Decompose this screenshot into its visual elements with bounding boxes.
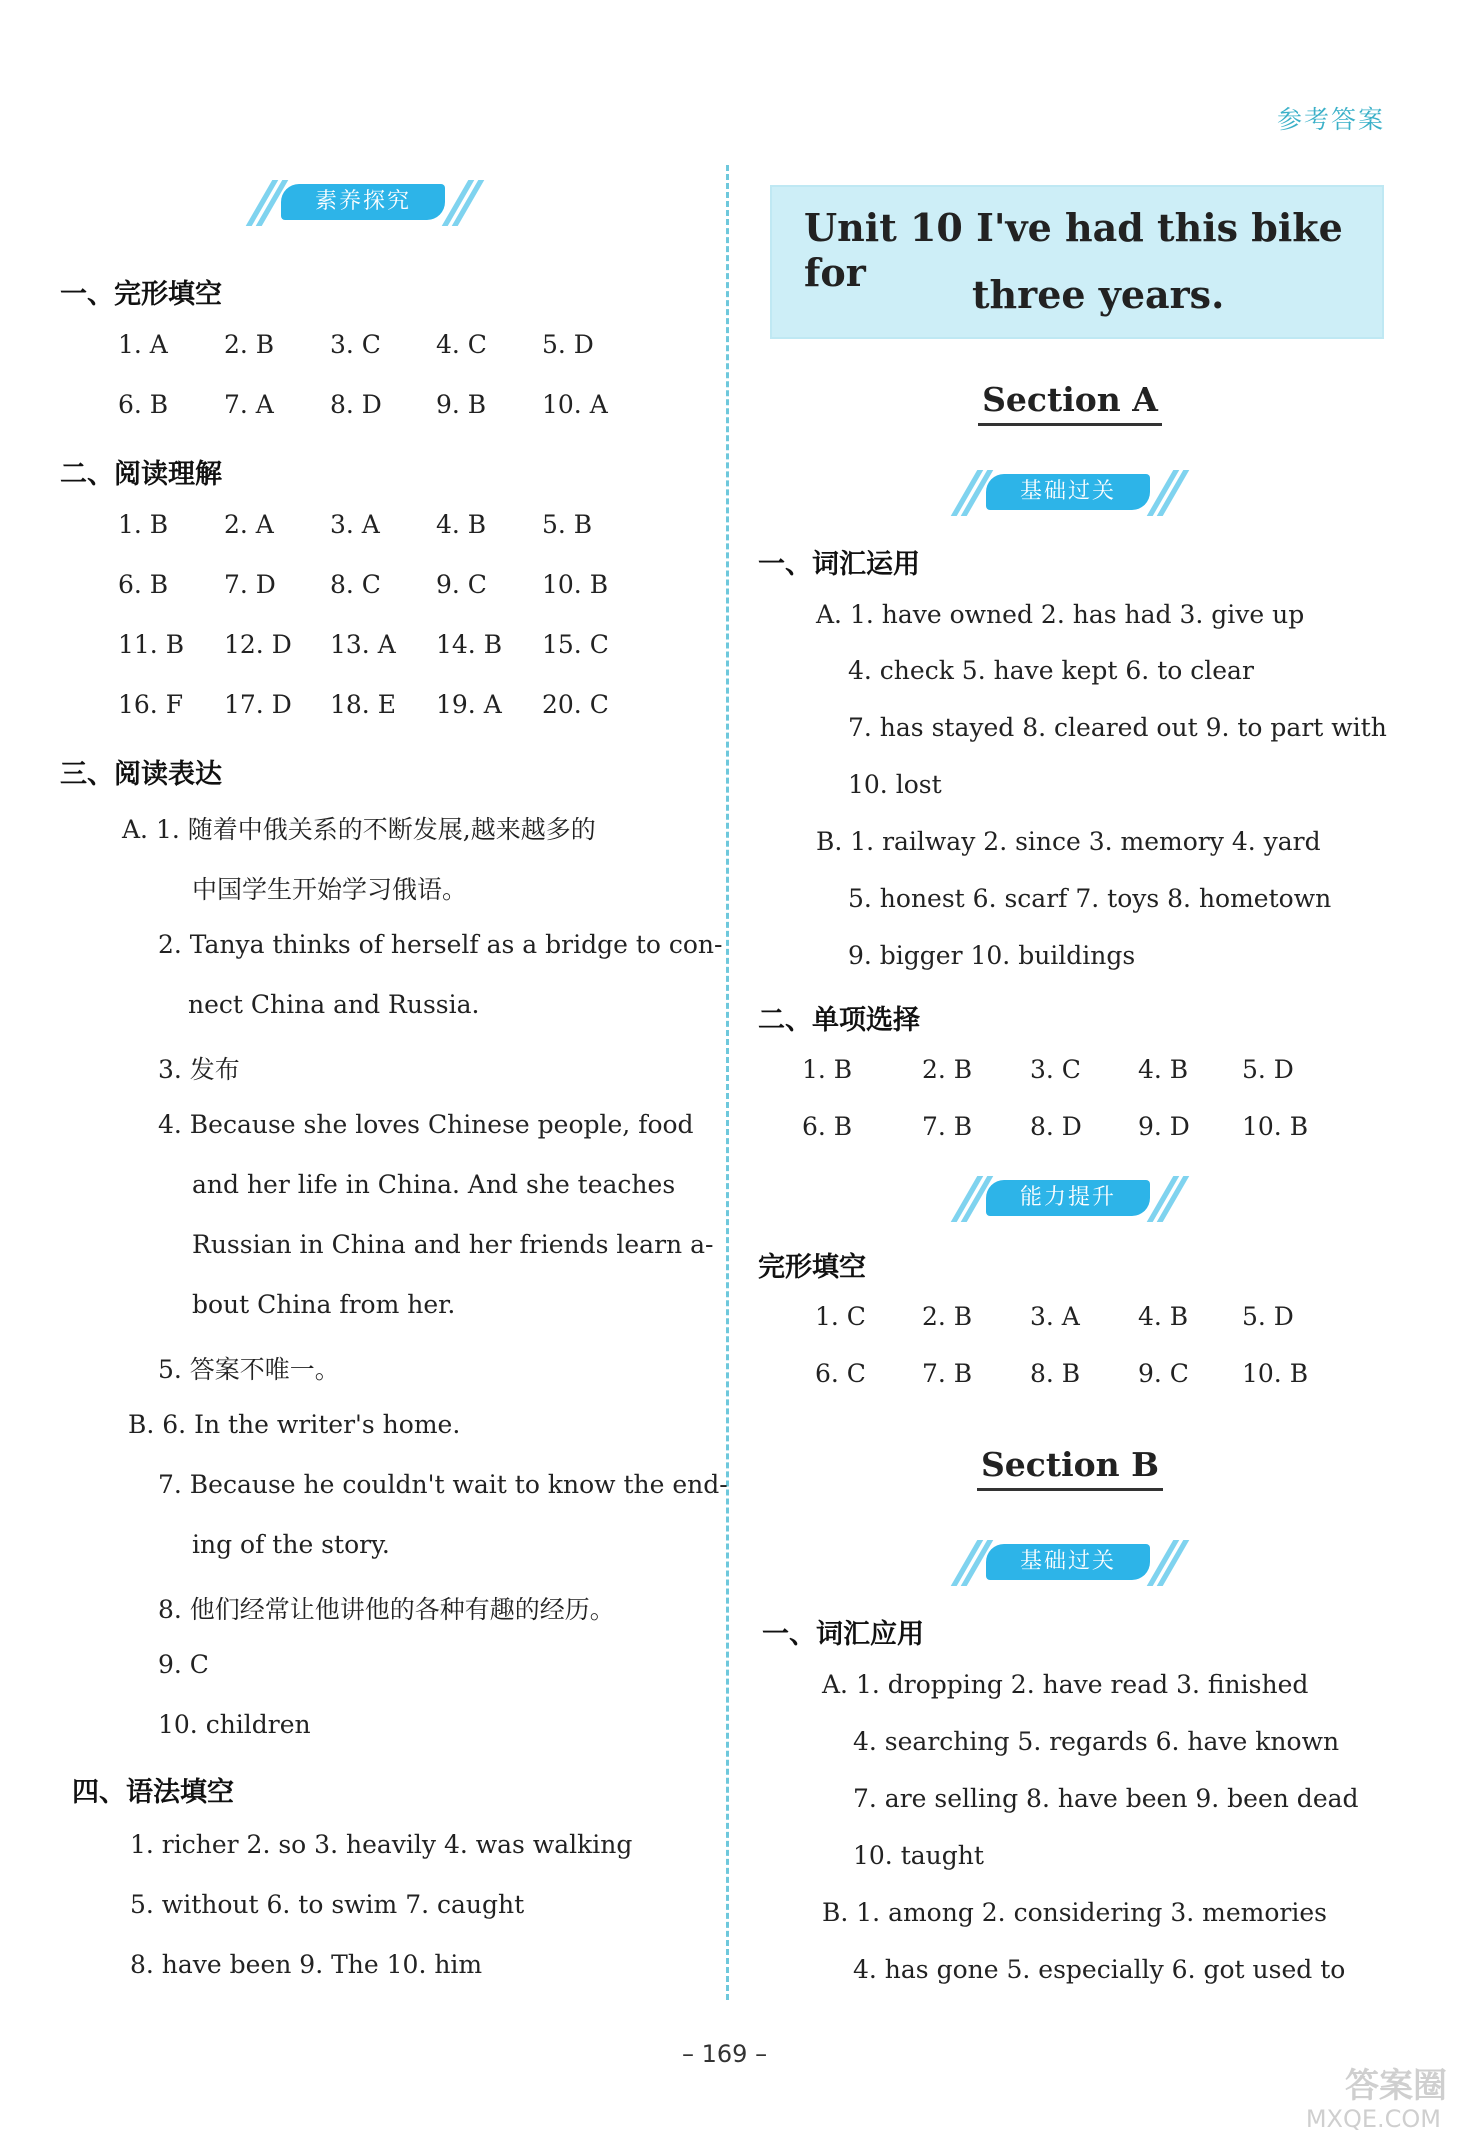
answer-line: bout China from her.: [192, 1290, 456, 1319]
answer: 12. D: [224, 630, 292, 659]
badge-suyang: [245, 178, 485, 228]
badge-label: 素养探究: [281, 184, 445, 220]
answer: 4. C: [436, 330, 487, 359]
answer: 8. D: [1030, 1112, 1082, 1141]
answer-line: B. 6. In the writer's home.: [128, 1410, 461, 1439]
answer: 5. D: [542, 330, 594, 359]
answer: 7. B: [922, 1359, 973, 1388]
answer-line: 8. 他们经常让他讲他的各种有趣的经历。: [158, 1595, 615, 1624]
answer: 2. B: [922, 1302, 973, 1331]
answer-line: 10. taught: [853, 1841, 984, 1870]
answer: 3. A: [1030, 1302, 1080, 1331]
answer: 9. D: [1138, 1112, 1190, 1141]
section-a-label: Section A: [978, 380, 1162, 426]
column-divider: [726, 165, 729, 2000]
unit-title-box: [770, 185, 1384, 339]
unit-title-line1: Unit 10 I've had this bike for: [804, 205, 1343, 295]
answer-line: 8. have been 9. The 10. him: [130, 1950, 483, 1979]
answer-line: 中国学生开始学习俄语。: [192, 875, 468, 904]
badge-label: 基础过关: [986, 1544, 1150, 1580]
badge-label: 能力提升: [986, 1180, 1150, 1216]
section-heading: 二、单项选择: [758, 1005, 920, 1036]
answer-line: 5. honest 6. scarf 7. toys 8. hometown: [848, 884, 1332, 913]
answer: 13. A: [330, 630, 396, 659]
answer-line: 4. has gone 5. especially 6. got used to: [853, 1955, 1346, 1984]
answer: 4. B: [436, 510, 487, 539]
answer: 7. D: [224, 570, 276, 599]
answer: 3. C: [330, 330, 381, 359]
answer-line: 7. has stayed 8. cleared out 9. to part with: [848, 713, 1387, 742]
answer: 9. B: [436, 390, 487, 419]
answer-line: B. 1. railway 2. since 3. memory 4. yard: [816, 827, 1321, 856]
answer-line: 1. richer 2. so 3. heavily 4. was walking: [130, 1830, 633, 1859]
answer: 16. F: [118, 690, 184, 719]
answer: 7. B: [922, 1112, 973, 1141]
badge-label: 基础过关: [986, 474, 1150, 510]
answer: 1. C: [815, 1302, 866, 1331]
page-number: – 169 –: [682, 2040, 768, 2068]
answer: 2. B: [922, 1055, 973, 1084]
answer: 1. B: [118, 510, 169, 539]
section-heading: 二、阅读理解: [60, 459, 222, 490]
answer-line: 4. check 5. have kept 6. to clear: [848, 656, 1254, 685]
section-b-label: Section B: [977, 1445, 1163, 1491]
answer-line: A. 1. dropping 2. have read 3. finished: [822, 1670, 1309, 1699]
answer: 6. B: [802, 1112, 853, 1141]
answer: 1. A: [118, 330, 168, 359]
unit-title-line2: three years.: [972, 272, 1225, 317]
answer: 1. B: [802, 1055, 853, 1084]
answer-line: 5. 答案不唯一。: [158, 1355, 340, 1384]
answer-line: A. 1. have owned 2. has had 3. give up: [816, 600, 1305, 629]
answer: 5. B: [542, 510, 593, 539]
answer-line: 9. C: [158, 1650, 209, 1679]
badge-jichu: [950, 468, 1190, 518]
answer-line: A. 1. 随着中俄关系的不断发展,越来越多的: [122, 815, 596, 844]
section-heading: 四、语法填空: [72, 1777, 234, 1808]
answer-line: 9. bigger 10. buildings: [848, 941, 1136, 970]
answer: 3. C: [1030, 1055, 1081, 1084]
answer: 17. D: [224, 690, 292, 719]
header-tag: 参考答案: [1276, 105, 1385, 134]
section-heading: 一、完形填空: [60, 279, 222, 310]
answer-line: nect China and Russia.: [188, 990, 480, 1019]
section-heading: 三、阅读表达: [60, 759, 222, 790]
answer: 2. B: [224, 330, 275, 359]
answer: 10. B: [1242, 1359, 1309, 1388]
section-heading: 完形填空: [758, 1252, 866, 1283]
answer: 14. B: [436, 630, 503, 659]
answer: 5. D: [1242, 1055, 1294, 1084]
answer-line: and her life in China. And she teaches: [192, 1170, 676, 1199]
answer: 6. B: [118, 390, 169, 419]
answer-line: Russian in China and her friends learn a-: [192, 1230, 714, 1259]
answer: 2. A: [224, 510, 274, 539]
answer-line: 10. lost: [848, 770, 942, 799]
answer: 8. C: [330, 570, 381, 599]
watermark-url: MXQE.COM: [1305, 2105, 1441, 2133]
answer: 20. C: [542, 690, 609, 719]
answer: 10. A: [542, 390, 608, 419]
answer: 18. E: [330, 690, 396, 719]
answer-line: B. 1. among 2. considering 3. memories: [822, 1898, 1327, 1927]
badge-jichu-b: [950, 1538, 1190, 1588]
answer: 8. B: [1030, 1359, 1081, 1388]
answer: 5. D: [1242, 1302, 1294, 1331]
section-b-title: [920, 1445, 1220, 1497]
answer-line: 4. Because she loves Chinese people, food: [158, 1110, 694, 1139]
answer-line: ing of the story.: [192, 1530, 390, 1559]
section-heading: 一、词汇应用: [762, 1619, 924, 1650]
section-heading: 一、词汇运用: [758, 549, 920, 580]
answer: 7. A: [224, 390, 274, 419]
answer: 6. B: [118, 570, 169, 599]
answer: 6. C: [815, 1359, 866, 1388]
answer-line: 5. without 6. to swim 7. caught: [130, 1890, 525, 1919]
answer-line: 3. 发布: [158, 1055, 240, 1084]
watermark-brand: 答案圈: [1345, 2066, 1447, 2106]
answer-line: 4. searching 5. regards 6. have known: [853, 1727, 1340, 1756]
answer-line: 10. children: [158, 1710, 311, 1739]
answer-line: 2. Tanya thinks of herself as a bridge to con-: [158, 930, 723, 959]
answer: 10. B: [1242, 1112, 1309, 1141]
answer: 10. B: [542, 570, 609, 599]
answer: 3. A: [330, 510, 380, 539]
answer-line: 7. Because he couldn't wait to know the end-: [158, 1470, 728, 1499]
answer: 11. B: [118, 630, 185, 659]
answer: 9. C: [1138, 1359, 1189, 1388]
section-a-title: [920, 380, 1220, 432]
answer: 8. D: [330, 390, 382, 419]
answer: 19. A: [436, 690, 502, 719]
answer-line: 7. are selling 8. have been 9. been dead: [853, 1784, 1359, 1813]
badge-nengli: [950, 1174, 1190, 1224]
answer: 4. B: [1138, 1055, 1189, 1084]
answer: 9. C: [436, 570, 487, 599]
answer: 4. B: [1138, 1302, 1189, 1331]
answer: 15. C: [542, 630, 609, 659]
